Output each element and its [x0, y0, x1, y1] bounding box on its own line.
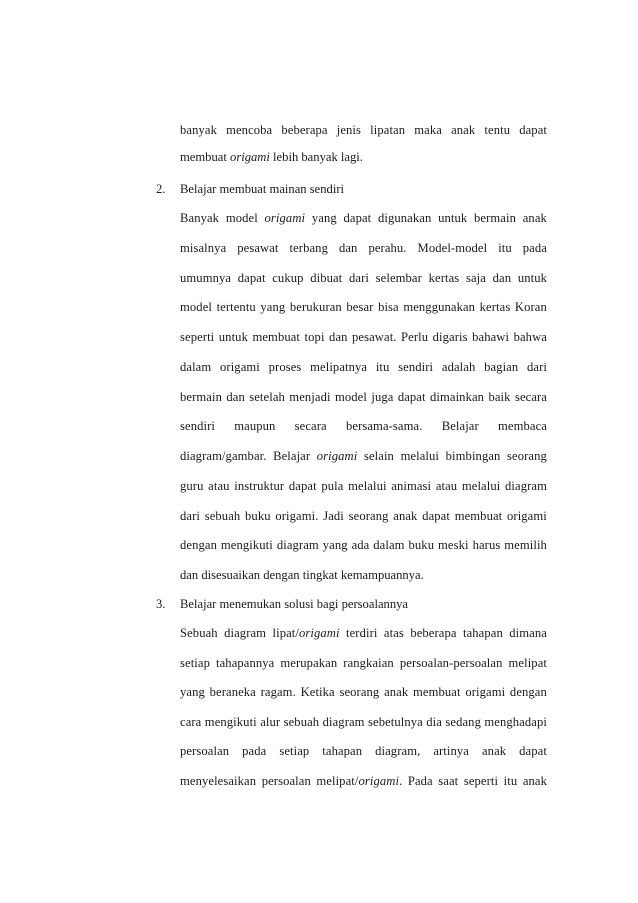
continuation-text-italic: origami	[230, 150, 270, 164]
continuation-line-1	[180, 122, 547, 138]
word: dari	[348, 270, 369, 285]
word: dan	[492, 270, 512, 285]
word: buku	[408, 538, 435, 553]
word: cara	[180, 714, 202, 729]
word: membuat	[454, 508, 503, 523]
word: diagram	[224, 626, 267, 640]
item-3-line-4	[180, 714, 547, 730]
word: origami	[507, 508, 547, 523]
word: persoalan	[180, 744, 230, 758]
word: dia	[426, 714, 442, 729]
continuation-line-2	[180, 149, 363, 165]
word: sebetulnya	[368, 714, 423, 729]
word: anak	[393, 508, 418, 523]
word: bimbingan	[445, 449, 501, 463]
word: tahapan	[462, 626, 503, 640]
item-2-line-4	[180, 299, 547, 315]
word: saat	[438, 773, 459, 788]
word: persoalan-persoalan	[399, 655, 503, 670]
word: dari	[527, 359, 547, 374]
word: membuat	[413, 685, 461, 699]
word: itu	[375, 359, 390, 374]
word: menyelesaikan	[180, 773, 257, 788]
word: perahu.	[368, 240, 407, 255]
word: setiap	[279, 744, 310, 758]
word: yang	[260, 300, 286, 315]
item-3-line-1	[180, 625, 547, 641]
word: Sebuah	[180, 626, 218, 640]
word: secara	[294, 419, 327, 434]
item-2-heading: Belajar membuat mainan sendiri	[180, 182, 345, 196]
word: Ketika	[300, 685, 335, 699]
word: adalah	[441, 359, 476, 374]
word: diagram/gambar.	[180, 449, 267, 463]
item-2-line-10	[180, 478, 547, 494]
word: origami	[220, 359, 260, 374]
word: dapat	[422, 508, 450, 523]
word: dalam	[373, 538, 405, 553]
word: ragam.	[260, 685, 296, 699]
item-2-line-12	[180, 537, 547, 553]
word: model	[334, 389, 367, 404]
item-3-heading: Belajar menemukan solusi bagi persoalannya	[180, 597, 409, 611]
word: dan	[329, 330, 348, 344]
continuation-text-pre: membuat	[180, 150, 231, 164]
word: dalam	[180, 359, 212, 374]
word: dari	[180, 508, 200, 523]
item-2-line-6	[180, 359, 547, 375]
word: sedang	[445, 714, 481, 729]
word: umumnya	[180, 270, 232, 285]
word: terbang	[289, 240, 328, 255]
word: dan	[338, 240, 358, 255]
word: sebuah	[283, 714, 320, 729]
word: digaris	[432, 330, 468, 344]
word: origami	[264, 211, 306, 225]
item-2-line-11	[180, 508, 547, 524]
word: buku	[245, 508, 271, 523]
word: banyak	[180, 123, 217, 137]
word: melipat/origami.	[316, 773, 403, 788]
word: selain	[363, 449, 394, 463]
word: melalui	[348, 478, 387, 493]
word: sendiri	[180, 419, 215, 434]
word: untuk	[517, 270, 547, 285]
word: diagram	[322, 714, 365, 729]
word: bermain	[474, 211, 516, 225]
word: dengan	[509, 685, 547, 699]
word: anak	[384, 685, 409, 699]
word: setiap	[180, 655, 210, 670]
word: model	[225, 211, 258, 225]
word: dapat	[397, 389, 426, 404]
item-2-line-1	[180, 210, 547, 226]
item-2-line-2	[180, 240, 547, 256]
word: seorang	[507, 449, 547, 463]
word: melalui	[461, 478, 501, 493]
item-2-line-7	[180, 389, 547, 405]
word: menjadi	[289, 389, 331, 404]
word: secara	[514, 389, 547, 404]
continuation-text-post: lebih banyak lagi.	[269, 150, 363, 164]
word: dapat	[343, 211, 372, 225]
word: menghadapi	[484, 714, 547, 729]
word: harus	[472, 538, 501, 553]
word: setelah	[249, 389, 285, 404]
word: anak	[522, 211, 547, 225]
word: persoalan	[261, 773, 311, 788]
word: dengan	[180, 538, 217, 553]
word: tentu	[484, 123, 511, 137]
item-3-line-2	[180, 655, 547, 671]
word: dimainkan	[430, 389, 485, 404]
word: Belajar	[273, 449, 311, 463]
word: juga	[371, 389, 394, 404]
word: membuat	[252, 330, 301, 344]
word: Banyak	[180, 211, 220, 225]
word: itu	[498, 240, 512, 255]
word: dan	[226, 389, 245, 404]
item-3-line-3	[180, 684, 547, 700]
word: merupakan	[280, 655, 338, 670]
word: berukuran	[289, 300, 342, 315]
word: menggunakan	[403, 300, 476, 315]
item-2-number: 2.	[156, 182, 166, 196]
word: instruktur	[234, 478, 285, 493]
word: lipat/origami	[272, 626, 340, 640]
word: maupun	[234, 419, 276, 434]
word: Belajar	[441, 419, 479, 434]
word: terdiri	[346, 626, 378, 640]
item-3-line-6	[180, 773, 547, 789]
word: atau	[435, 478, 458, 493]
word: bagian	[484, 359, 519, 374]
word: yang	[180, 685, 205, 699]
word: origami	[465, 685, 506, 699]
word: melalui	[400, 449, 440, 463]
word: atau	[208, 478, 230, 493]
word: tahapannya	[216, 655, 275, 670]
word: cukup	[272, 270, 304, 285]
word: dapat	[288, 478, 317, 493]
word: seperti	[463, 773, 499, 788]
word: pesawat	[237, 240, 279, 255]
word: guru	[180, 478, 204, 493]
word: artinya	[433, 744, 469, 758]
word: mengikuti	[204, 714, 257, 729]
word: pula	[321, 478, 344, 493]
word: bahawi	[472, 330, 510, 344]
word: meski	[438, 538, 469, 553]
item-3-number: 3.	[156, 597, 166, 611]
word: saja	[465, 270, 486, 285]
word: bisa	[378, 300, 399, 315]
word: dibuat	[310, 270, 343, 285]
word: pada	[242, 744, 267, 758]
word: origami	[316, 449, 358, 463]
item-2-line-8	[180, 418, 547, 434]
word: bermain	[180, 389, 222, 404]
word: yang	[322, 538, 348, 553]
word: seperti	[180, 330, 215, 344]
word: selembar	[375, 270, 422, 285]
word: diagram	[505, 478, 547, 493]
word: melipat	[508, 655, 547, 670]
item-3-line-5	[180, 743, 547, 759]
item-2-line-3	[180, 270, 547, 286]
word: dapat	[519, 123, 547, 137]
word: jenis	[336, 123, 362, 137]
word: tertentu	[216, 300, 256, 315]
word: alur	[260, 714, 281, 729]
word: dapat	[237, 270, 266, 285]
word: diagram,	[375, 744, 421, 758]
word: besar	[346, 300, 374, 315]
word: pada	[522, 240, 547, 255]
word: bahwa	[513, 330, 547, 344]
word: yang	[311, 211, 337, 225]
word: memilih	[504, 538, 547, 553]
word: Jadi	[323, 508, 344, 523]
word: Koran	[514, 300, 547, 315]
word: lipatan	[370, 123, 406, 137]
word: maka	[414, 123, 442, 137]
word: misalnya	[180, 240, 227, 255]
word: kertas	[428, 270, 460, 285]
word: pesawat.	[352, 330, 397, 344]
word: baik	[488, 389, 511, 404]
word: Perlu	[401, 330, 429, 344]
word: sendiri	[398, 359, 434, 374]
word: membaca	[498, 419, 547, 434]
word: beraneka	[209, 685, 256, 699]
word: mencoba	[226, 123, 273, 137]
word: digunakan	[378, 211, 432, 225]
word: melipatnya	[310, 359, 368, 374]
word: topi	[304, 330, 325, 344]
word: model	[180, 300, 212, 315]
word: beberapa	[281, 123, 328, 137]
word: anak	[451, 123, 476, 137]
word: animasi	[391, 478, 432, 493]
word: kertas	[479, 300, 511, 315]
word: ada	[351, 538, 370, 553]
item-2-line-9	[180, 448, 547, 464]
word: bersama-sama.	[345, 419, 423, 434]
item-2-last-line: dan disesuaikan dengan tingkat kemampuannya.	[180, 568, 424, 582]
word: atas	[383, 626, 404, 640]
word: rangkaian	[343, 655, 394, 670]
word: seorang	[348, 508, 389, 523]
word: Model-model	[417, 240, 488, 255]
word: dimana	[509, 626, 547, 640]
word: Pada	[407, 773, 433, 788]
word: untuk	[218, 330, 248, 344]
word: origami.	[275, 508, 319, 523]
word: seorang	[339, 685, 380, 699]
item-2-line-5	[180, 329, 547, 345]
word: anak	[522, 773, 547, 788]
word: itu	[503, 773, 518, 788]
word: tahapan	[322, 744, 363, 758]
word: dapat	[519, 744, 547, 758]
word: mengikuti	[220, 538, 273, 553]
word: untuk	[438, 211, 468, 225]
word: sebuah	[204, 508, 241, 523]
word: diagram	[276, 538, 319, 553]
word: anak	[481, 744, 507, 758]
word: proses	[268, 359, 302, 374]
word: beberapa	[410, 626, 457, 640]
